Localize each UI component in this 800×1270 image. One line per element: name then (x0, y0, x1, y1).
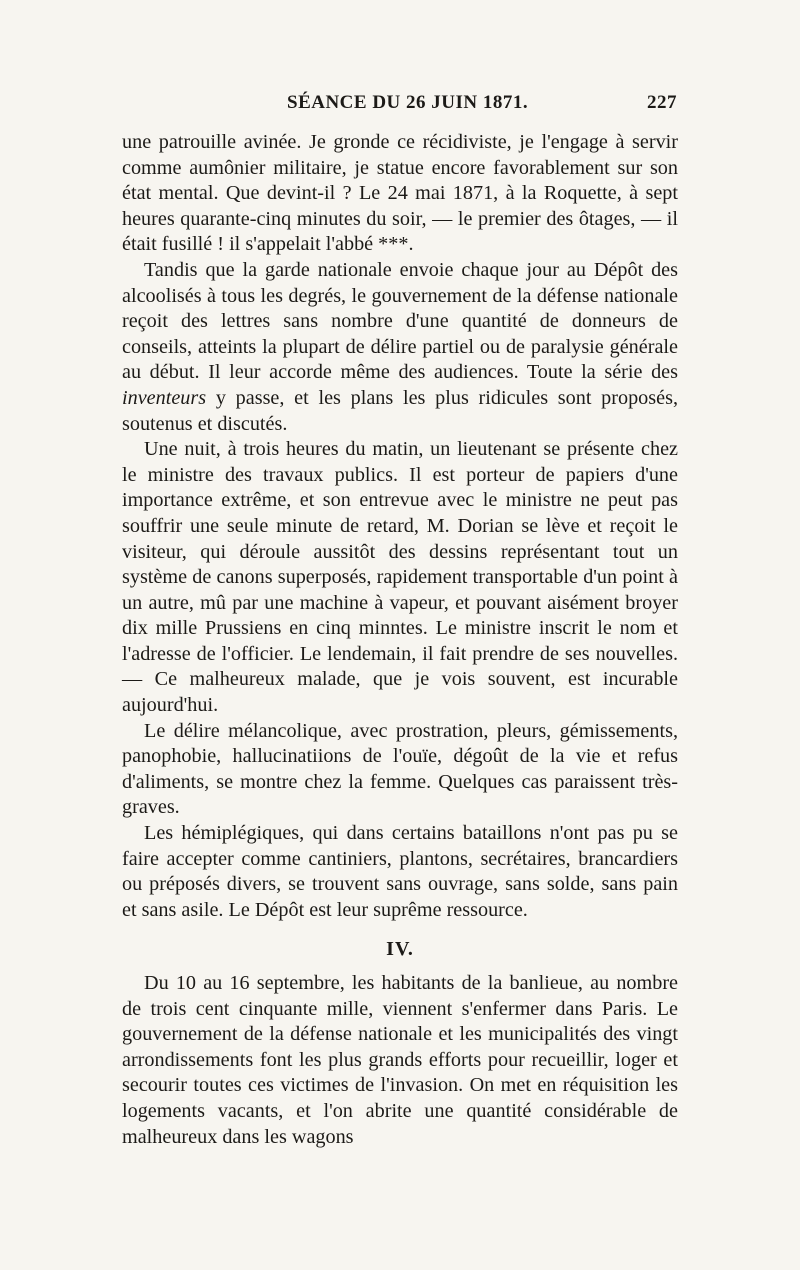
paragraph-3: Une nuit, à trois heures du matin, un lieutenant se présente chez le ministre des travaux publics. Il est porteur de papiers d'une importance extrême, et son entrevue avec le ministre ne peut pas souffrir une seule minute de retard, M. Dorian se lève et reçoit le visiteur, qui déroule aussitôt des dessins représentant tout un système de canons superposés, rapidement transportable d'un point à un autre, mû par une machine à vapeur, et pouvant aisément broyer dix mille Prussiens en cinq minntes. Le ministre inscrit le nom et l'adresse de l'officier. Le lendemain, il fait prendre de ses nouvelles. — Ce malheureux malade, que je vois souvent, est incurable aujourd'hui. (122, 438, 678, 717)
paragraph-4: Le délire mélancolique, avec prostration, pleurs, gémissements, panophobie, hallucinatiions de l'ouïe, dégoût de la vie et refus d'aliments, se montre chez la femme. Quelques cas paraissent très-graves. (122, 719, 678, 819)
paragraph-2-part-a: Tandis que la garde nationale envoie chaque jour au Dépôt des alcoolisés à tous les degrés, le gouvernement de la défense nationale reçoit des lettres sans nombre d'une quantité de donneurs de conseils, atteints la plupart de délire partiel ou de paralysie générale au début. Il leur accorde même des audiences. Toute la série des (122, 258, 678, 384)
running-title: SÉANCE DU 26 JUIN 1871. (287, 92, 529, 113)
paragraph-2-part-b: y passe, et les plans les plus ridicules sont proposés, soutenus et discutés. (122, 386, 678, 435)
page-header (122, 92, 677, 122)
paragraph-1: une patrouille avinée. Je gronde ce récidiviste, je l'engage à servir comme aumônier militaire, je statue encore favorablement sur son état mental. Que devint-il ? Le 24 mai 1871, à la Roquette, à sept heures quarante-cinq minutes du soir, — le premier des ôtages, — il était fusillé ! il s'appelait l'abbé ***. (122, 131, 678, 256)
body-text (122, 130, 678, 1150)
paragraph-2 (122, 258, 678, 437)
paragraph-5: Les hémiplégiques, qui dans certains bataillons n'ont pas pu se faire accepter comme cantiniers, plantons, secrétaires, brancardiers ou préposés divers, se trouvent sans ouvrage, sans solde, sans pain et sans asile. Le Dépôt est leur suprême ressource. (122, 822, 678, 921)
page-number: 227 (647, 92, 677, 113)
paragraph-2-italic: inventeurs (122, 386, 207, 409)
section-heading: IV. (386, 938, 414, 961)
paragraph-6: Du 10 au 16 septembre, les habitants de la banlieue, au nombre de trois cent cinquante mille, viennent s'enfermer dans Paris. Le gouvernement de la défense nationale et les municipalités des vingt arrondissements font les plus grands efforts pour recueillir, loger et secourir toutes ces victimes de l'invasion. On met en réquisition les logements vacants, et l'on abrite une quantité considérable de malheureux dans les wagons (122, 972, 678, 1148)
